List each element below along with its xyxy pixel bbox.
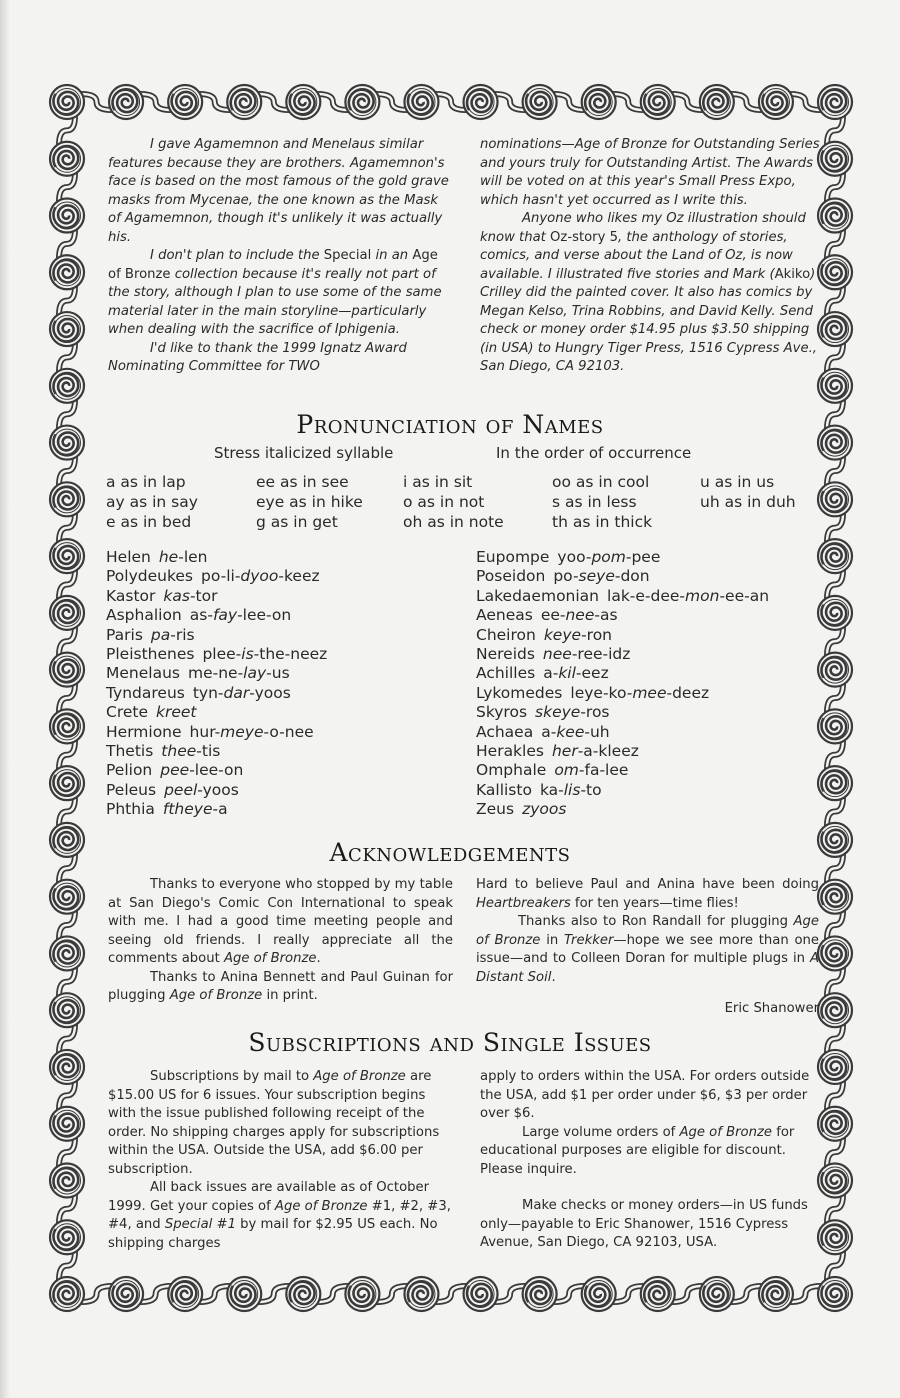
paragraph [108,969,453,1006]
key-entry: s as in less [552,493,637,511]
syllable: -lee-on [237,606,292,625]
italic-text: ) Crilley did the painted cover. It also has comics by Megan Kelso, Trina Robbins, and David Kelly. Send check or money order $14.95 plus $3.50 shipping (in USA) to Hungry Tiger Press, 1516 Cypress Ave., San Diego, CA 92103. [480,266,817,374]
text: Thanks to Anina Bennett and Paul Guinan for plugging [108,969,453,1003]
name: Lakedaemonian [476,586,600,605]
name: Aeneas [476,606,533,625]
stressed-syllable: peel [164,780,198,799]
spiral-icon [286,1277,320,1311]
stressed-syllable: dar [223,683,250,702]
syllable: -len [178,548,208,566]
syllable: -ron [581,625,612,644]
spiral-icon [50,1220,84,1254]
spiral-icon [523,85,557,119]
name-entry [106,742,327,761]
name: Lykomedes [476,683,563,702]
italic-text: Age of Bronze [274,1198,368,1214]
stressed-syllable: pee [160,761,190,780]
stressed-syllable: kreet [156,703,197,722]
spiral-icon [227,85,261,119]
syllable: -ree-idz [571,645,631,664]
intro-right-column [480,136,825,377]
spiral-icon [50,255,84,289]
name: Helen [106,548,151,566]
name-entry [476,587,769,606]
spiral-icon [50,596,84,630]
spiral-icon [700,1277,734,1311]
text: Special [323,248,372,263]
stressed-syllable: mee [632,683,667,702]
paragraph [480,1068,825,1124]
subscriptions-left-column [108,1068,453,1253]
italic-text: Age of Bronze [313,1069,406,1084]
italic-text: nominations—Age of Bronze for Outstanding Series and yours truly for Outstanding Artist. The Awards will be voted on at this year's Small Press Expo, which hasn't yet occurred as I write this. [480,137,820,208]
syllable: ka- [539,780,564,799]
paragraph [476,876,819,913]
spiral-icon [50,766,84,800]
text: Age of Bronze [108,248,438,282]
subscriptions-right-column [480,1068,825,1253]
name: Cheiron [476,625,536,644]
name-entry [476,567,769,586]
stressed-syllable: pa [150,625,171,644]
syllable: po-li- [201,567,241,586]
name-entry [106,606,327,625]
spiral-icon [700,85,734,119]
name-entry [106,587,327,606]
name-entry [106,781,327,800]
syllable: ee- [540,606,566,625]
name: Kastor [106,586,156,605]
pronunciation-subtitle-stress: Stress italicized syllable [214,444,394,462]
name: Tyndareus [106,683,185,702]
name: Eupompe [476,548,550,566]
name: Hermione [106,722,182,741]
syllable: as- [189,606,213,625]
italic-text: I'd like to thank the 1999 Ignatz Award Nominating Committee for TWO [108,340,407,374]
name-entry [476,723,769,742]
key-column [700,472,796,512]
text: —hope we see more than one issue—and to Colleen Doran for multiple plugs in [476,932,819,966]
name: Thetis [106,742,154,761]
spiral-icon [641,1277,675,1311]
name-entry [106,567,327,586]
name-entry [476,684,769,703]
text: . [316,951,321,966]
spiral-icon [50,993,84,1027]
spiral-icon [582,1277,616,1311]
name-entry [106,664,327,683]
syllable: -fa-lee [578,761,629,780]
spiral-icon [641,85,675,119]
syllable: -to [580,780,602,799]
italic-text: Age of Bronze [679,1124,773,1140]
italic-text: Age of Bronze [223,951,317,966]
spiral-icon [168,85,202,119]
stressed-syllable: lis [563,780,581,799]
name: Peleus [106,780,157,799]
stressed-syllable: is [241,645,254,664]
name-entry [476,548,769,567]
key-entry: ee as in see [256,473,349,491]
syllable: -don [614,567,650,586]
text: #1, #2, #3, #4, and [108,1198,451,1232]
acknowledgements-right-column [476,876,819,987]
paragraph [108,136,453,247]
syllable: -yoos [197,780,239,799]
key-entry: g as in get [256,513,338,531]
stressed-syllable: kee [556,722,585,741]
stressed-syllable: zyoos [522,800,567,819]
syllable: plee- [202,645,242,664]
italic-text: collection because it's really not part of the story, although I plan to use some of the same material later in the main storyline—particularly when dealing with the sacrifice of Iphigenia. [108,266,442,337]
name: Omphale [476,761,547,780]
key-entry: a as in lap [106,473,186,491]
signature: Eric Shanower [724,1001,819,1016]
name-entry [476,664,769,683]
spiral-icon [404,1277,438,1311]
name: Nereids [476,645,535,664]
stressed-syllable: lay [243,664,267,683]
key-entry: oh as in note [403,513,504,531]
names-right-list [476,548,769,820]
name-entry [106,761,327,780]
name-entry [106,645,327,664]
spiral-icon [464,1277,498,1311]
stressed-syllable: mon [685,586,720,605]
key-entry: ay as in say [106,493,198,511]
italic-text: in an [371,248,413,263]
text: Thanks also to Ron Randall for plugging [518,914,794,929]
paragraph [476,913,819,987]
syllable: po- [553,567,579,586]
text: are $15.00 US for 6 issues. Your subscription begins with the issue published following receipt of the order. No shipping charges apply for subscriptions within the USA. Outside the USA, add $6.00 per subscription. [108,1069,440,1177]
text: Akiko [774,266,811,282]
name: Skyros [476,703,528,722]
stressed-syllable: her [551,742,578,761]
italic-text: Special #1 [164,1217,236,1232]
text: for educational purposes are eligible for discount. Please inquire. [480,1124,795,1177]
key-entry: eye as in hike [256,493,363,511]
stressed-syllable: kil [558,664,576,683]
text: Thanks to everyone who stopped by my table at San Diego's Comic Con International to speak with me. I had a good time meeting people and seeing old friends. I really appreciate all the comments about [108,877,453,966]
key-entry: u as in us [700,473,775,491]
name: Achaea [476,722,534,741]
key-column [552,472,652,532]
pronunciation-subtitle-order: In the order of occurrence [496,444,692,462]
syllable: hur- [189,722,221,741]
italic-text: I gave Agamemnon and Menelaus similar features because they are brothers. Agamemnon's face is based on the most famous of the gold grave masks from Mycenae, the one known as the Mask of Agamemnon, though it's unlikely it was actually his. [108,137,449,245]
name: Pelion [106,761,153,780]
syllable: -a-kleez [577,742,639,761]
intro-left-column [108,136,453,377]
stressed-syllable: om [554,761,579,780]
text: in print. [262,988,318,1003]
stressed-syllable: fay [212,606,238,625]
spiral-icon [818,709,852,743]
spiral-icon [50,199,84,233]
spiral-icon [50,142,84,176]
name: Pleisthenes [106,645,195,664]
key-entry: oo as in cool [552,473,650,491]
spiral-icon [818,653,852,687]
spiral-icon [227,1277,261,1311]
stressed-syllable: meye [220,722,264,741]
syllable: -deez [666,683,710,702]
syllable: me-ne- [187,664,244,683]
spiral-icon [50,312,84,346]
syllable: -us [266,664,290,683]
paragraph [108,876,453,969]
spiral-icon [109,1277,143,1311]
paragraph [480,210,825,377]
name-entry [476,761,769,780]
key-column [403,472,504,532]
spiral-icon [759,1277,793,1311]
spiral-icon [818,596,852,630]
name-entry [106,703,327,722]
spiral-icon [50,539,84,573]
stressed-syllable: nee [542,645,572,664]
italic-text: Trekker [564,932,614,948]
text: apply to orders within the USA. For orders outside the USA, add $1 per order under $6, $3 per order over $6. [480,1069,810,1121]
spiral-icon [50,1277,84,1311]
text: by mail for $2.95 US each. No shipping charges [108,1217,438,1251]
stressed-syllable: kas [163,586,190,605]
stressed-syllable: nee [565,606,595,625]
stressed-syllable: pom [591,548,626,566]
syllable: -tor [189,586,218,605]
name-entry [476,606,769,625]
stressed-syllable: thee [161,742,197,761]
paragraph [108,1068,453,1179]
stressed-syllable: ftheye [162,800,213,819]
name: Achilles [476,664,536,683]
italic-text: Anyone who likes my Oz illustration should know that [480,211,806,245]
syllable: -ee-an [719,586,770,605]
name-entry [106,723,327,742]
spiral-icon [286,85,320,119]
syllable: yoo- [557,548,592,566]
spiral-icon [50,369,84,403]
spiral-icon [50,653,84,687]
syllable: -uh [584,722,610,741]
spiral-icon [404,85,438,119]
text: Large volume orders of [522,1124,680,1140]
stressed-syllable: he [158,548,179,566]
spiral-icon [523,1277,557,1311]
syllable: lak-e-dee- [607,586,686,605]
stressed-syllable: keye [543,625,582,644]
spiral-icon [345,1277,379,1311]
acknowledgements-heading: Acknowledgements [329,838,571,867]
syllable: tyn- [192,683,224,702]
name-entry [106,626,327,645]
spiral-icon [168,1277,202,1311]
spiral-icon [818,766,852,800]
syllable: -keez [278,567,320,586]
spiral-icon [818,85,852,119]
paragraph [108,340,453,377]
name-entry [476,645,769,664]
text: for ten years—time flies! [570,895,739,911]
spiral-icon [50,1163,84,1197]
syllable: -the-neez [253,645,328,664]
name-entry [476,742,769,761]
name: Paris [106,625,143,644]
pronunciation-heading: Pronunciation of Names [296,410,604,439]
spiral-icon [759,85,793,119]
name-entry [476,800,769,819]
spiral-icon [818,936,852,970]
name: Herakles [476,742,544,761]
name: Menelaus [106,664,180,683]
name: Phthia [106,800,155,819]
spiral-icon [50,880,84,914]
text: Subscriptions by mail to [150,1069,314,1084]
spiral-icon [818,993,852,1027]
name-entry [476,703,769,722]
syllable: -yoos [249,683,291,702]
syllable: -lee-on [189,761,244,780]
text: Oz-story 5 [550,229,618,245]
key-entry: th as in thick [552,513,653,531]
name: Asphalion [106,606,182,625]
name-entry [106,548,327,567]
spiral-icon [818,880,852,914]
key-column [256,472,363,532]
name-entry [106,684,327,703]
subscriptions-heading: Subscriptions and Single Issues [248,1028,652,1057]
spiral-icon [50,482,84,516]
names-left-list [106,548,327,820]
name: Zeus [476,800,515,819]
name-entry [476,781,769,800]
syllable: a- [541,722,557,741]
spiral-icon [582,85,616,119]
spiral-icon [345,85,379,119]
syllable: -o-nee [263,722,314,741]
syllable: -a [212,800,228,819]
name: Poseidon [476,567,546,586]
paragraph [480,1124,825,1180]
paragraph [480,1197,825,1253]
text: in [540,932,564,948]
spiral-icon [818,1277,852,1311]
syllable: a- [543,664,559,683]
paragraph [108,1179,453,1253]
key-entry: o as in not [403,493,485,511]
italic-text: Age of Bronze [169,988,263,1003]
spiral-icon [109,85,143,119]
syllable: -tis [196,742,221,761]
syllable: -pee [625,548,661,566]
spiral-icon [50,709,84,743]
syllable: -ris [170,625,195,644]
spiral-icon [50,1107,84,1141]
key-entry: uh as in duh [700,493,796,511]
spiral-icon [50,936,84,970]
name-entry [476,626,769,645]
spiral-icon [50,85,84,119]
key-entry: e as in bed [106,513,192,531]
spiral-icon [464,85,498,119]
stressed-syllable: skeye [535,703,581,722]
name: Polydeukes [106,567,193,586]
key-column [106,472,198,532]
syllable: -ros [580,703,610,722]
name: Kallisto [476,780,532,799]
acknowledgements-left-column [108,876,453,1006]
italic-text: I don't plan to include the [150,248,324,263]
key-entry: i as in sit [403,473,473,491]
spiral-icon [818,539,852,573]
italic-text: Heartbreakers [476,895,571,911]
text: Make checks or money orders—in US funds only—payable to Eric Shanower, 1516 Cypress Avenue, San Diego, CA 92103, USA. [480,1198,808,1250]
name-entry [106,800,327,819]
syllable: -as [594,606,618,625]
spiral-icon [818,482,852,516]
text: . [551,969,556,985]
text: Hard to believe Paul and Anina have been doing [476,877,819,892]
paragraph [108,247,453,340]
stressed-syllable: seye [578,567,615,586]
italic-text: , the anthology of stories, comics, and verse about the Land of Oz, is now available. I illustrated five stories and Mark ( [480,229,793,282]
italic-text: Age of Bronze [476,914,819,948]
syllable: leye-ko- [570,683,633,702]
italic-text: A Distant Soil [476,951,819,985]
text: All back issues are available as of October 1999. Get your copies of [108,1180,430,1214]
paragraph [480,136,825,210]
syllable: -eez [575,664,609,683]
stressed-syllable: dyoo [240,567,279,586]
name: Crete [106,703,149,722]
